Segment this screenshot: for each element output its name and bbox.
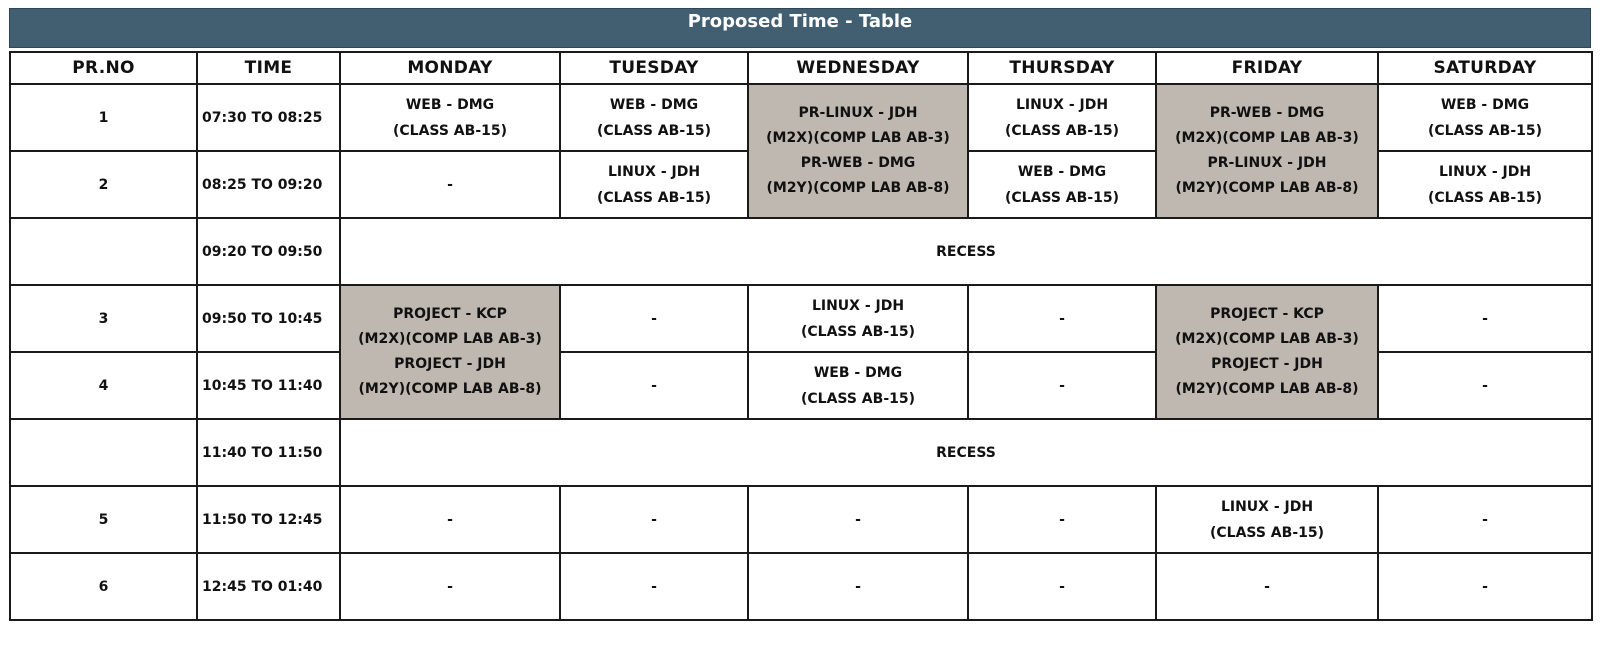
- cell-tuesday-2: [560, 151, 748, 218]
- timetable-container: [9, 8, 1591, 621]
- room-label: (M2X)(COMP LAB AB-3): [1175, 130, 1359, 146]
- cell-tuesday-4: -: [560, 352, 748, 419]
- cell-thursday-2: [968, 151, 1156, 218]
- timetable: [9, 51, 1593, 621]
- cell-thursday-5: -: [968, 486, 1156, 553]
- recess-row: [10, 218, 1592, 285]
- subject-label: WEB - DMG: [1017, 163, 1107, 180]
- cell-monday-5: -: [340, 486, 560, 553]
- header-tuesday: TUESDAY: [560, 52, 748, 84]
- room-label: (CLASS AB-15): [800, 323, 916, 340]
- table-row: [10, 486, 1592, 553]
- cell-tuesday-3: -: [560, 285, 748, 352]
- subject-label: PROJECT - JDH: [394, 356, 506, 372]
- period-number: [10, 419, 197, 486]
- table-row: [10, 84, 1592, 151]
- room-label: (M2Y)(COMP LAB AB-8): [1175, 381, 1359, 397]
- cell-monday-6: -: [340, 553, 560, 620]
- cell-wednesday-lab: [748, 84, 968, 218]
- room-label: (CLASS AB-15): [596, 189, 712, 206]
- header-thursday: THURSDAY: [968, 52, 1156, 84]
- period-number: 3: [10, 285, 197, 352]
- room-label: (M2Y)(COMP LAB AB-8): [766, 180, 950, 196]
- cell-thursday-3: -: [968, 285, 1156, 352]
- period-time: 11:40 TO 11:50: [197, 419, 340, 486]
- cell-monday-1: [340, 84, 560, 151]
- subject-label: PR-LINUX - JDH: [798, 105, 918, 121]
- room-label: (CLASS AB-15): [392, 122, 508, 139]
- room-label: (CLASS AB-15): [1209, 524, 1325, 541]
- cell-saturday-2: [1378, 151, 1592, 218]
- room-label: (M2X)(COMP LAB AB-3): [766, 130, 950, 146]
- room-label: (CLASS AB-15): [1004, 189, 1120, 206]
- subject-label: WEB - DMG: [405, 96, 495, 113]
- subject-label: PR-LINUX - JDH: [1207, 155, 1327, 171]
- recess-row: [10, 419, 1592, 486]
- subject-label: WEB - DMG: [609, 96, 699, 113]
- period-time: 12:45 TO 01:40: [197, 553, 340, 620]
- cell-saturday-5: -: [1378, 486, 1592, 553]
- period-number: 4: [10, 352, 197, 419]
- table-row: [10, 285, 1592, 352]
- cell-saturday-3: -: [1378, 285, 1592, 352]
- subject-label: LINUX - JDH: [1015, 96, 1109, 113]
- header-row: [10, 52, 1592, 84]
- subject-label: LINUX - JDH: [811, 297, 905, 314]
- cell-tuesday-6: -: [560, 553, 748, 620]
- cell-friday-6: -: [1156, 553, 1378, 620]
- cell-saturday-6: -: [1378, 553, 1592, 620]
- period-time: 10:45 TO 11:40: [197, 352, 340, 419]
- room-label: (CLASS AB-15): [1427, 189, 1543, 206]
- subject-label: PR-WEB - DMG: [800, 155, 916, 171]
- period-number: 6: [10, 553, 197, 620]
- subject-label: PROJECT - JDH: [1211, 356, 1323, 372]
- header-saturday: SATURDAY: [1378, 52, 1592, 84]
- room-label: (CLASS AB-15): [596, 122, 712, 139]
- cell-monday-2: -: [340, 151, 560, 218]
- cell-friday-project: [1156, 285, 1378, 419]
- cell-saturday-4: -: [1378, 352, 1592, 419]
- subject-label: WEB - DMG: [813, 364, 903, 381]
- cell-tuesday-1: [560, 84, 748, 151]
- period-time: 07:30 TO 08:25: [197, 84, 340, 151]
- recess-label: RECESS: [340, 218, 1592, 285]
- subject-label: LINUX - JDH: [607, 163, 701, 180]
- cell-wednesday-5: -: [748, 486, 968, 553]
- cell-thursday-1: [968, 84, 1156, 151]
- room-label: (CLASS AB-15): [1004, 122, 1120, 139]
- subject-label: LINUX - JDH: [1220, 498, 1314, 515]
- subject-label: PROJECT - KCP: [393, 306, 507, 322]
- header-friday: FRIDAY: [1156, 52, 1378, 84]
- cell-monday-project: [340, 285, 560, 419]
- room-label: (CLASS AB-15): [800, 390, 916, 407]
- cell-friday-5: [1156, 486, 1378, 553]
- period-number: 5: [10, 486, 197, 553]
- header-prno: PR.NO: [10, 52, 197, 84]
- timetable-title: Proposed Time - Table: [9, 8, 1591, 48]
- room-label: (M2X)(COMP LAB AB-3): [1175, 331, 1359, 347]
- cell-friday-lab: [1156, 84, 1378, 218]
- period-time: 11:50 TO 12:45: [197, 486, 340, 553]
- period-time: 08:25 TO 09:20: [197, 151, 340, 218]
- period-number: [10, 218, 197, 285]
- room-label: (M2Y)(COMP LAB AB-8): [1175, 180, 1359, 196]
- period-time: 09:20 TO 09:50: [197, 218, 340, 285]
- table-row: [10, 553, 1592, 620]
- header-time: TIME: [197, 52, 340, 84]
- cell-thursday-4: -: [968, 352, 1156, 419]
- room-label: (CLASS AB-15): [1427, 122, 1543, 139]
- cell-tuesday-5: -: [560, 486, 748, 553]
- recess-label: RECESS: [340, 419, 1592, 486]
- subject-label: LINUX - JDH: [1438, 163, 1532, 180]
- cell-wednesday-3: [748, 285, 968, 352]
- cell-saturday-1: [1378, 84, 1592, 151]
- cell-wednesday-6: -: [748, 553, 968, 620]
- room-label: (M2X)(COMP LAB AB-3): [358, 331, 542, 347]
- header-wednesday: WEDNESDAY: [748, 52, 968, 84]
- header-monday: MONDAY: [340, 52, 560, 84]
- cell-thursday-6: -: [968, 553, 1156, 620]
- period-time: 09:50 TO 10:45: [197, 285, 340, 352]
- cell-wednesday-4: [748, 352, 968, 419]
- room-label: (M2Y)(COMP LAB AB-8): [358, 381, 542, 397]
- period-number: 2: [10, 151, 197, 218]
- subject-label: PR-WEB - DMG: [1209, 105, 1325, 121]
- subject-label: PROJECT - KCP: [1210, 306, 1324, 322]
- subject-label: WEB - DMG: [1440, 96, 1530, 113]
- period-number: 1: [10, 84, 197, 151]
